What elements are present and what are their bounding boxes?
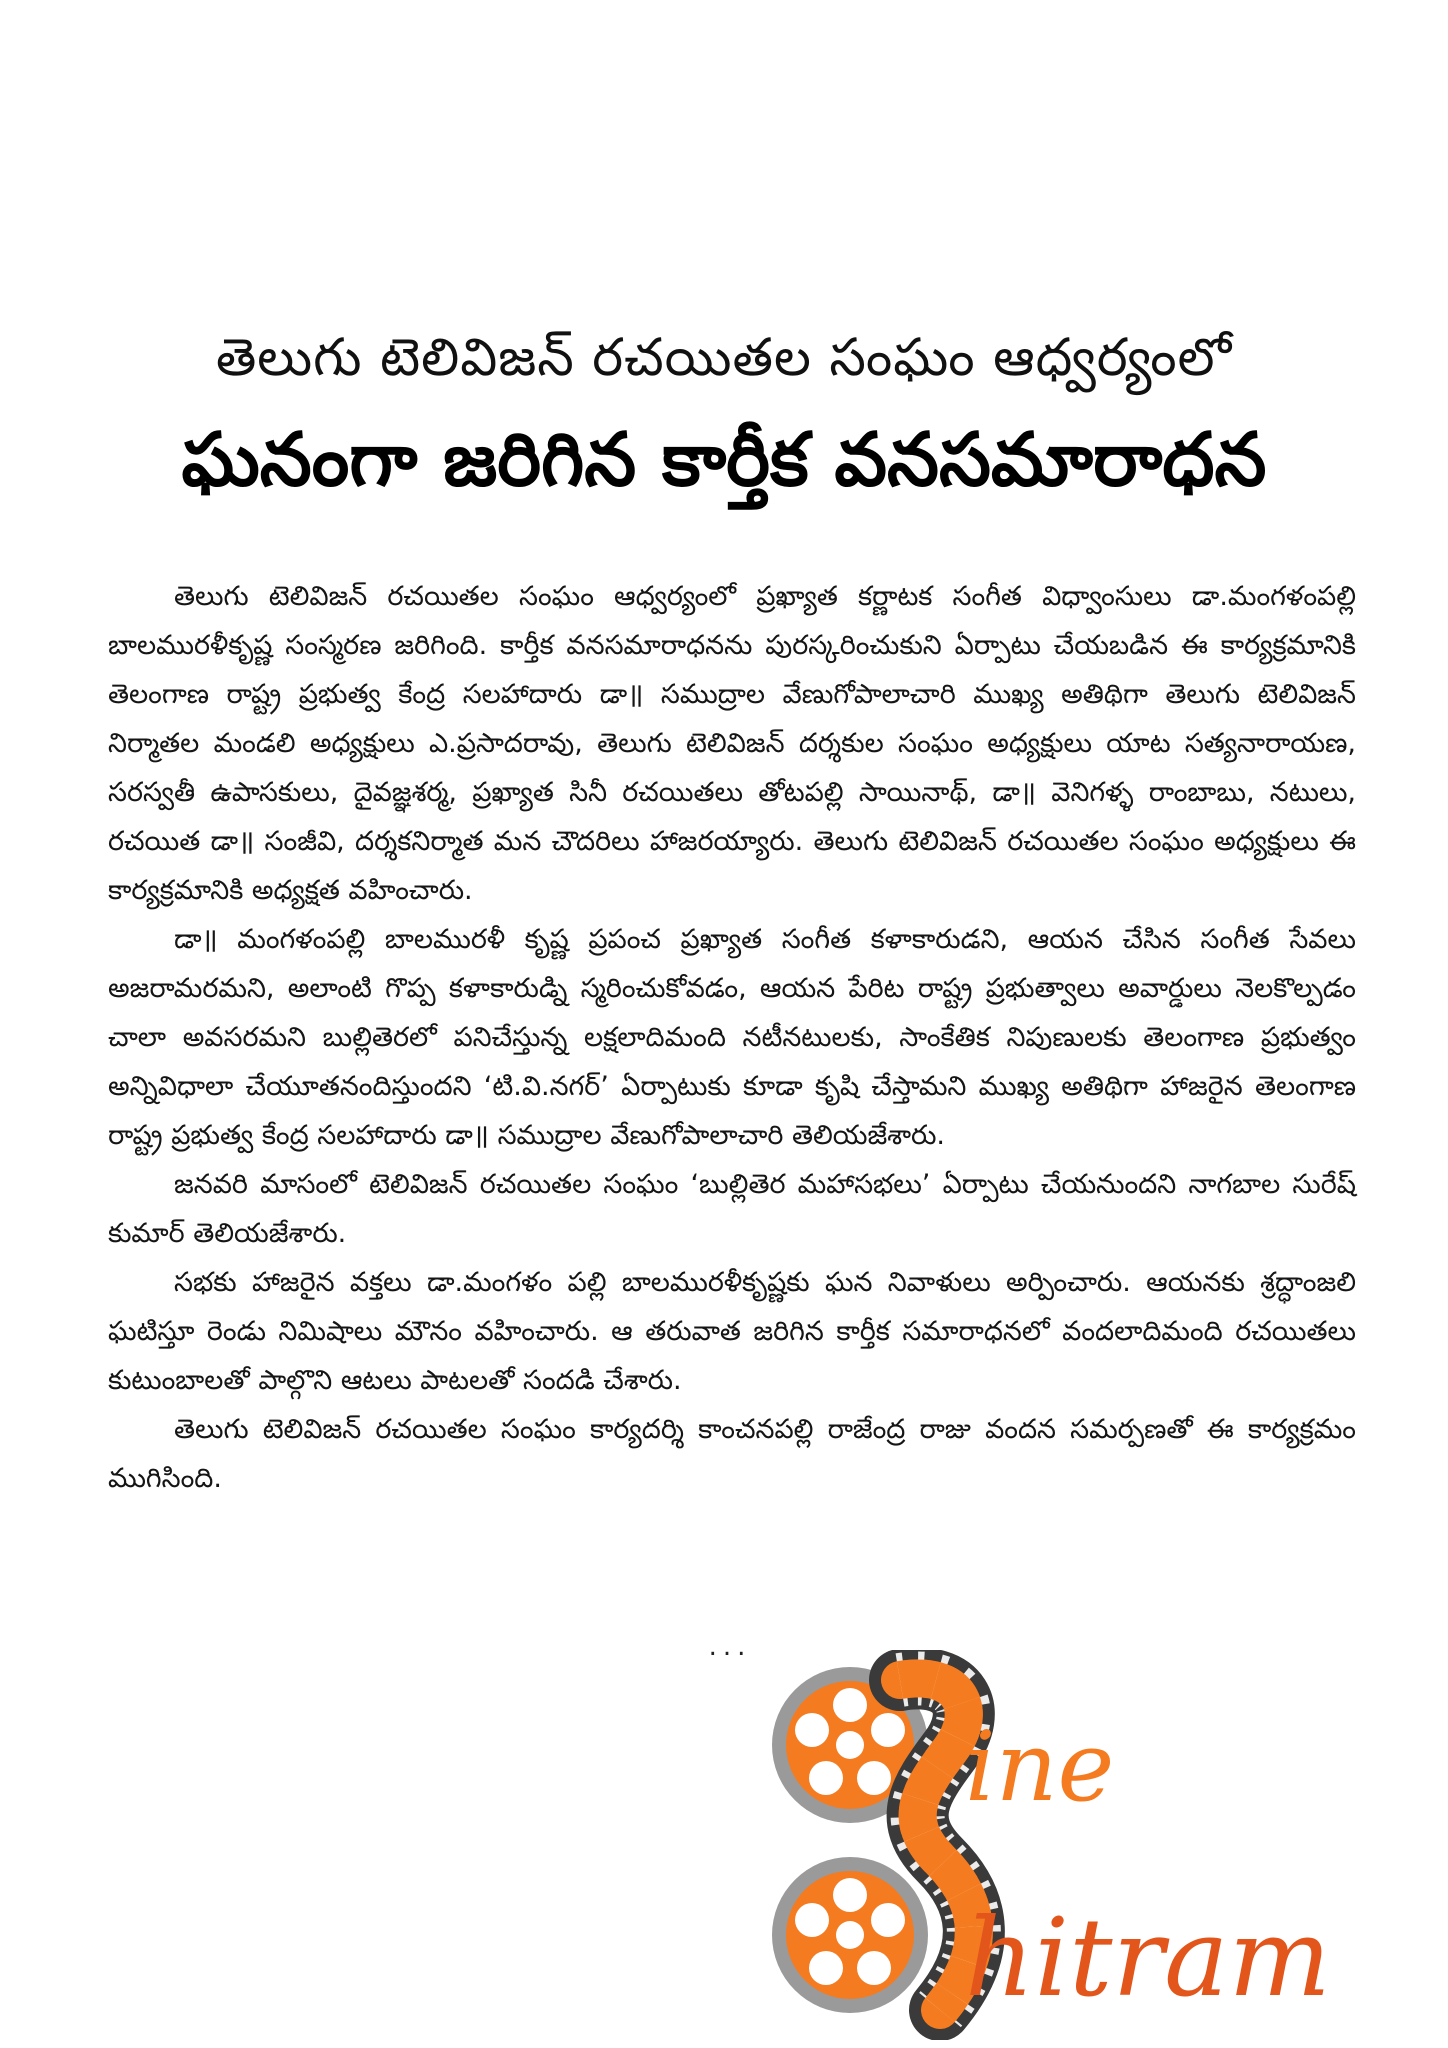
logo-text-cine: ine: [965, 1711, 1115, 1823]
logo-text-chitram: hitram: [965, 1896, 1331, 2021]
paragraph-1: తెలుగు టెలివిజన్ రచయితల సంఘం ఆధ్వర్యంలో ప్రఖ్యాత కర్ణాటక సంగీత విధ్వాంసులు డా.మంగళంపల్లి బాలమురళీకృష్ణ సంస్మరణ జరిగింది. కార్తీక వనసమారాధనను పురస్కరించుకుని ఏర్పాటు చేయబడిన ఈ కార్యక్రమానికి తెలంగాణ రాష్ట్ర ప్రభుత్వ కేంద్ర సలహాదారు డా॥ సముద్రాల వేణుగోపాలాచారి ముఖ్య అతిథిగా తెలుగు టెలివిజన్ నిర్మాతల మండలి అధ్యక్షులు ఎ.ప్రసాదరావు, తెలుగు టెలివిజన్ దర్శకుల సంఘం అధ్యక్షులు యాట సత్యనారాయణ, సరస్వతీ ఉపాసకులు, దైవజ్ఞశర్మ, ప్రఖ్యాత సినీ రచయితలు తోటపల్లి సాయినాథ్, డా॥ వెనిగళ్ళ రాంబాబు, నటులు, రచయిత డా॥ సంజీవి, దర్శకనిర్మాత మన చౌదరిలు హాజరయ్యారు. తెలుగు టెలివిజన్ రచయితల సంఘం అధ్యక్షులు ఈ కార్యక్రమానికి అధ్యక్షత వహించారు.: [108, 581, 1356, 906]
film-reel-bottom-icon: [772, 1857, 928, 2013]
article-body: [108, 572, 1356, 1503]
paragraph-4: సభకు హాజరైన వక్తలు డా.మంగళం పల్లి బాలమురళీకృష్ణకు ఘన నివాళులు అర్పించారు. ఆయనకు శ్రద్ధాంజలి ఘటిస్తూ రెండు నిమిషాలు మౌనం వహించారు. ఆ తరువాత జరిగిన కార్తీక సమారాధనలో వందలాదిమంది రచయితలు కుటుంబాలతో పాల్గొని ఆటలు పాటలతో సందడి చేశారు.: [108, 1267, 1356, 1396]
paragraph-2: డా॥ మంగళంపల్లి బాలమురళీ కృష్ణ ప్రపంచ ప్రఖ్యాత సంగీత కళాకారుడని, ఆయన చేసిన సంగీత సేవలు అజరామరమని, అలాంటి గొప్ప కళాకారుడ్ని స్మరించుకోవడం, ఆయన పేరిట రాష్ట్ర ప్రభుత్వాలు అవార్డులు నెలకొల్పడం చాలా అవసరమని బుల్లితెరలో పనిచేస్తున్న లక్షలాదిమంది నటీనటులకు, సాంకేతిక నిపుణులకు తెలంగాణ ప్రభుత్వం అన్నివిధాలా చేయూతనందిస్తుందని ‘టి.వి.నగర్’ ఏర్పాటుకు కూడా కృషి చేస్తామని ముఖ్య అతిథిగా హాజరైన తెలంగాణ రాష్ట్ర ప్రభుత్వ కేంద్ర సలహాదారు డా॥ సముద్రాల వేణుగోపాలాచారి తెలియజేశారు.: [108, 924, 1356, 1151]
subtitle: తెలుగు టెలివిజన్ రచయితల సంఘం ఆధ్వర్యంలో: [215, 328, 1233, 388]
paragraph-3: జనవరి మాసంలో టెలివిజన్ రచయితల సంఘం ‘బుల్లితెర మహాసభలు’ ఏర్పాటు చేయనుందని నాగబాల సురేష్ కుమార్ తెలియజేశారు.: [108, 1169, 1356, 1249]
ellipsis-separator: ...: [708, 1632, 752, 1662]
paragraph-5: తెలుగు టెలివిజన్ రచయితల సంఘం కార్యదర్శి కాంచనపల్లి రాజేంద్ర రాజు వందన సమర్పణతో ఈ కార్యక్రమం ముగిసింది.: [108, 1414, 1356, 1494]
headline: ఘనంగా జరిగిన కార్తీక వనసమారాధన: [181, 417, 1267, 503]
cine-chitram-logo: [750, 1650, 1440, 2040]
